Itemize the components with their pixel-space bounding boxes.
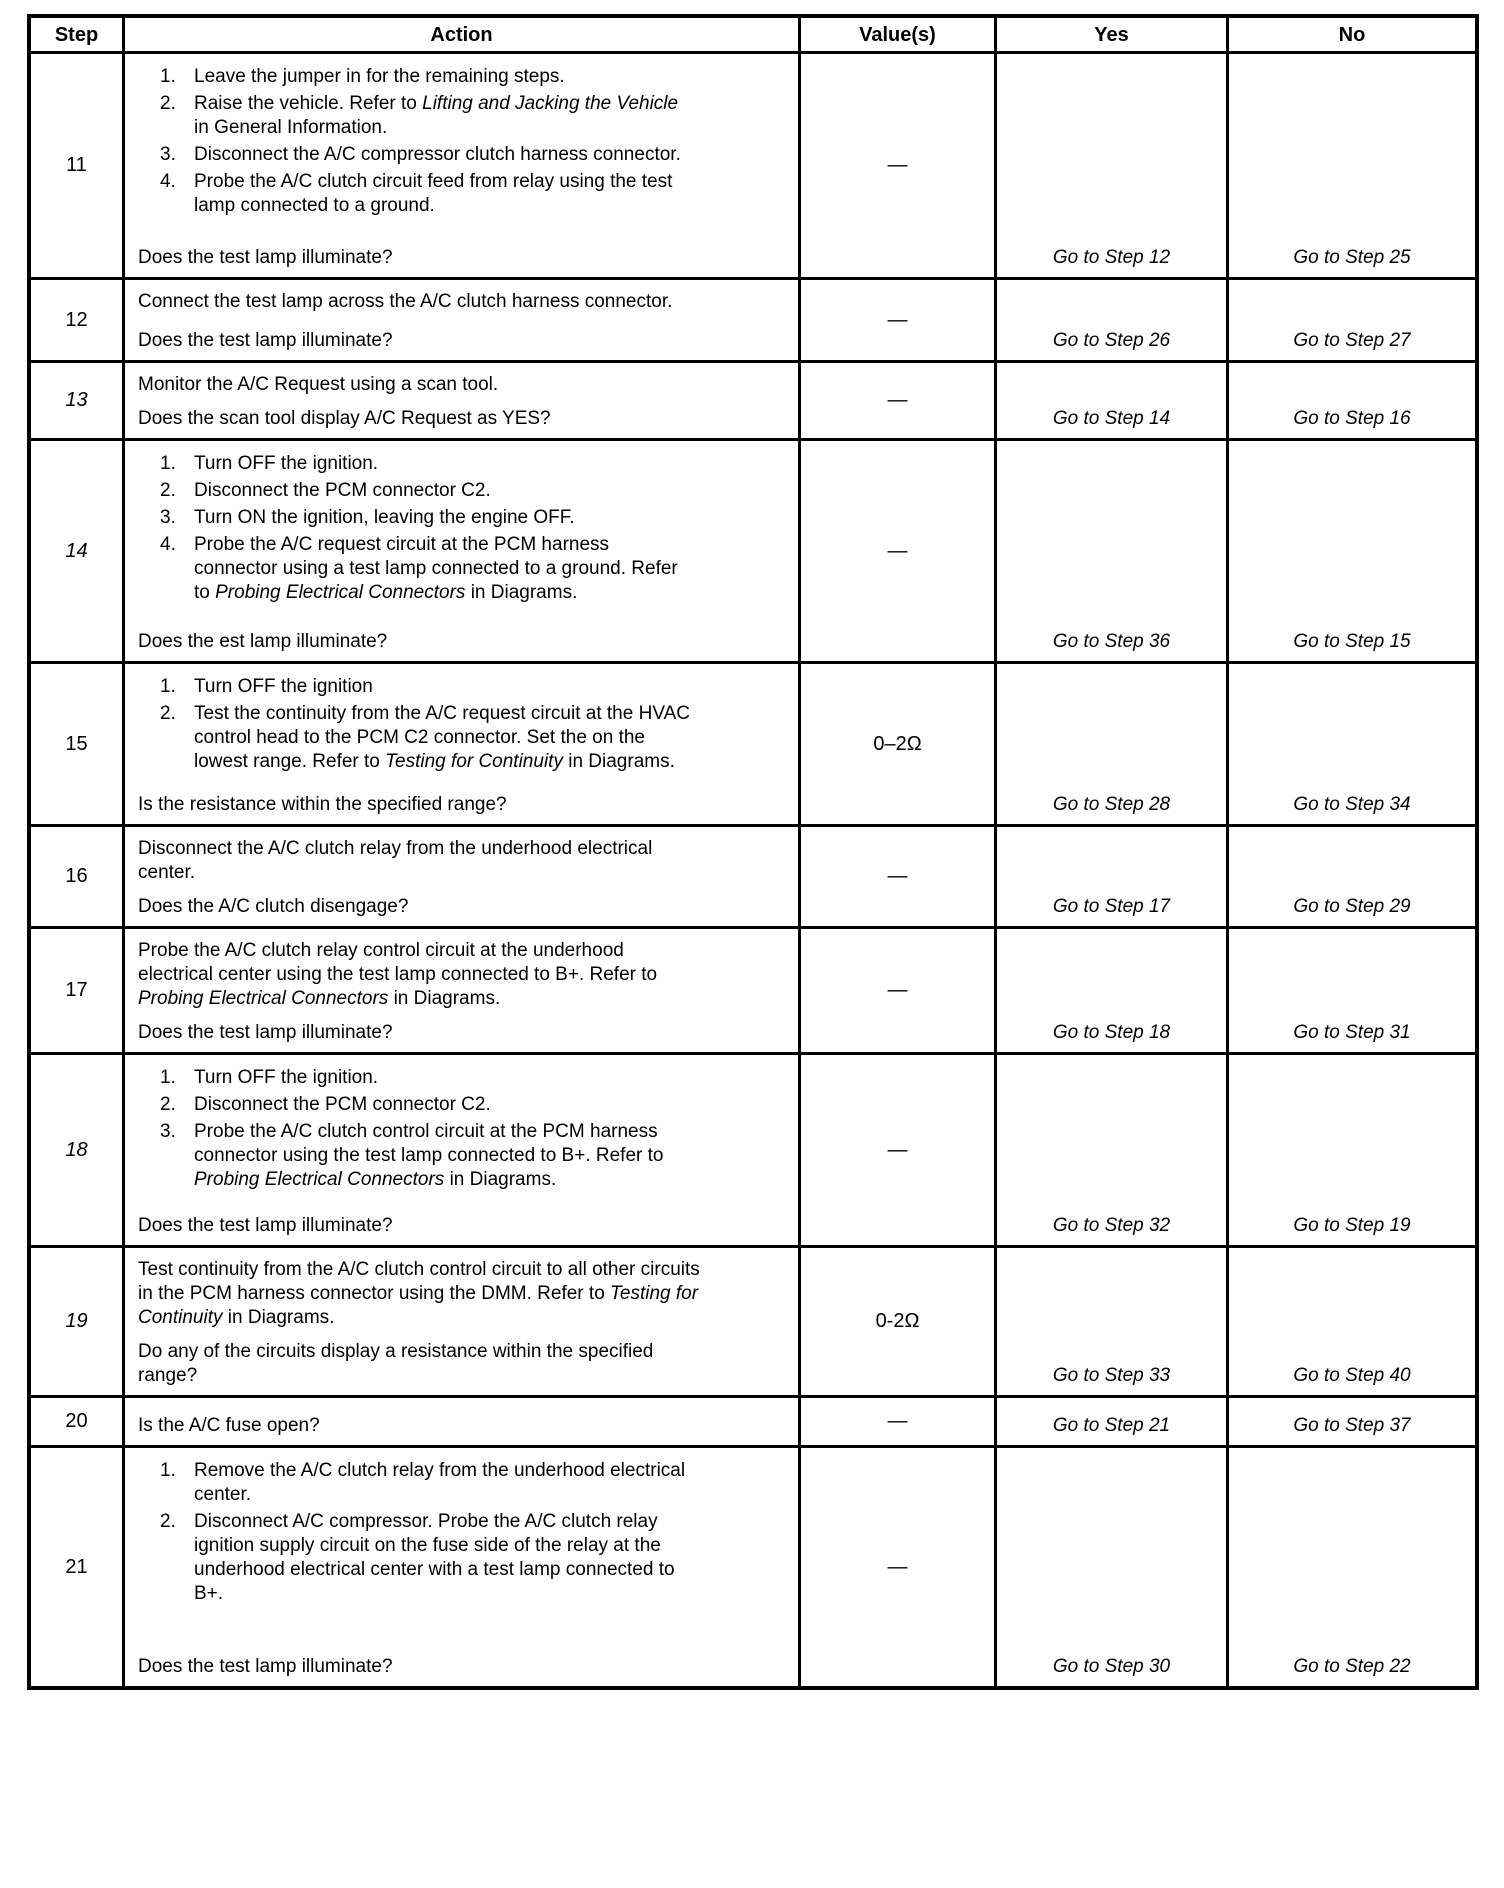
action-item [160, 675, 788, 699]
action-item-text: Disconnect the PCM connector C2. [194, 480, 491, 501]
step-number: 13 [65, 389, 88, 411]
italic-reference: Testing for Continuity [385, 751, 563, 772]
action-body [138, 1063, 788, 1195]
value-cell [801, 827, 997, 926]
yes-goto-text: Go to Step 21 [1052, 1415, 1171, 1436]
action-body [138, 835, 788, 887]
action-body [138, 672, 788, 777]
step-cell [31, 363, 125, 438]
action-item [160, 92, 788, 140]
step-number: 18 [65, 1138, 88, 1161]
table-row [31, 929, 1475, 1055]
action-cell [125, 664, 801, 824]
action-cell [125, 1448, 801, 1686]
action-item [160, 506, 788, 530]
action-item-text: Disconnect A/C compressor. Probe the A/C clutch relay ignition supply circuit on the fuse side of the relay at the underhood electrical center with a test lamp connected to B+. [194, 1511, 675, 1604]
no-goto-text: Go to Step 25 [1293, 247, 1411, 268]
action-cell [125, 827, 801, 926]
step-number: 15 [65, 732, 88, 755]
no-cell [1229, 664, 1475, 824]
action-item-text: Remove the A/C clutch relay from the underhood electrical center. [194, 1460, 686, 1505]
action-question: Does the scan tool display A/C Request as YES? [138, 408, 551, 429]
value-text: — [887, 1555, 908, 1578]
action-item [160, 452, 788, 476]
no-goto-text: Go to Step 22 [1293, 1656, 1411, 1677]
table-row [31, 1398, 1475, 1448]
step-cell [31, 1248, 125, 1395]
action-cell [125, 363, 801, 438]
table-body [31, 54, 1475, 1686]
step-number: 11 [66, 154, 87, 176]
action-item-number: 2. [160, 93, 176, 114]
value-text: — [887, 979, 908, 1001]
no-cell [1229, 1055, 1475, 1245]
value-cell [801, 664, 997, 824]
step-number: 20 [65, 1410, 88, 1432]
action-cell [125, 280, 801, 360]
step-number: 19 [65, 1310, 88, 1332]
action-item-text: Test the continuity from the A/C request circuit at the HVAC control head to the PCM C2 connector. Set the on the lowest range. Refer to Testing for Continuity in Diagrams. [194, 703, 690, 772]
no-cell [1229, 54, 1475, 277]
no-goto-text: Go to Step 15 [1293, 631, 1411, 652]
yes-cell [997, 1248, 1229, 1395]
yes-goto-text: Go to Step 33 [1052, 1365, 1171, 1386]
action-paragraph: Monitor the A/C Request using a scan tool. [138, 374, 499, 395]
italic-reference: Lifting and Jacking the Vehicle [422, 93, 679, 114]
yes-cell [997, 1055, 1229, 1245]
value-text: — [887, 1138, 908, 1161]
header-no: No [1338, 24, 1366, 46]
no-cell [1229, 1248, 1475, 1395]
action-item [160, 143, 788, 167]
action-list [160, 1459, 788, 1606]
step-number: 14 [65, 539, 88, 562]
italic-reference: Testing for Continuity [138, 1283, 699, 1328]
action-body [138, 62, 788, 221]
value-text: 0-2Ω [875, 1310, 920, 1332]
action-item-text: Leave the jumper in for the remaining steps. [194, 66, 565, 87]
action-paragraph: Disconnect the A/C clutch relay from the underhood electrical center. [138, 838, 653, 883]
table-row [31, 1055, 1475, 1248]
step-cell [31, 1448, 125, 1686]
yes-cell [997, 929, 1229, 1052]
no-cell [1229, 929, 1475, 1052]
no-cell [1229, 1398, 1475, 1445]
action-item-text: Probe the A/C request circuit at the PCM harness connector using a test lamp connected to a ground. Refer to Probing Electrical Connectors in Diagrams. [194, 534, 678, 603]
table-row [31, 1248, 1475, 1398]
action-item-number: 4. [160, 534, 176, 555]
yes-goto-text: Go to Step 28 [1052, 794, 1171, 815]
step-number: 17 [65, 979, 88, 1001]
action-question: Does the test lamp illuminate? [138, 1215, 393, 1236]
yes-cell [997, 1398, 1229, 1445]
yes-cell [997, 54, 1229, 277]
header-step: Step [31, 18, 125, 51]
no-goto-text: Go to Step 27 [1293, 330, 1411, 351]
action-item-text: Raise the vehicle. Refer to Lifting and Jacking the Vehicle in General Information. [194, 93, 679, 138]
table-row [31, 441, 1475, 664]
no-goto-text: Go to Step 19 [1293, 1215, 1411, 1236]
action-cell [125, 54, 801, 277]
action-item-number: 3. [160, 507, 176, 528]
action-question: Is the A/C fuse open? [138, 1415, 320, 1436]
yes-cell [997, 827, 1229, 926]
value-cell [801, 54, 997, 277]
table-header-row [31, 18, 1475, 54]
no-goto-text: Go to Step 16 [1293, 408, 1411, 429]
yes-goto-text: Go to Step 32 [1052, 1215, 1171, 1236]
no-cell [1229, 827, 1475, 926]
table-row [31, 54, 1475, 280]
yes-goto-text: Go to Step 12 [1052, 247, 1171, 268]
action-paragraph: Probe the A/C clutch relay control circuit at the underhood electrical center using the test lamp connected to B+. Refer to Probing Electrical Connectors in Diagrams. [138, 940, 658, 1009]
action-item-text: Turn ON the ignition, leaving the engine OFF. [194, 507, 575, 528]
step-number: 16 [65, 865, 88, 887]
action-item [160, 1120, 788, 1192]
step-number: 21 [65, 1555, 88, 1578]
action-item [160, 1066, 788, 1090]
value-text: — [887, 154, 908, 176]
action-body [138, 449, 788, 608]
action-item [160, 65, 788, 89]
action-list [160, 65, 788, 218]
header-yes: Yes [997, 18, 1229, 51]
step-cell [31, 827, 125, 926]
action-item-text: Disconnect the PCM connector C2. [194, 1094, 491, 1115]
table-row [31, 827, 1475, 929]
action-item-number: 4. [160, 171, 176, 192]
step-cell [31, 1398, 125, 1445]
header-action: Action [125, 18, 801, 51]
no-cell [1229, 441, 1475, 661]
action-list [160, 675, 788, 774]
action-item-text: Probe the A/C clutch circuit feed from relay using the test lamp connected to a ground. [194, 171, 673, 216]
step-cell [31, 929, 125, 1052]
value-cell [801, 280, 997, 360]
italic-reference: Probing Electrical Connectors [194, 1169, 445, 1190]
action-item-number: 3. [160, 144, 176, 165]
no-cell [1229, 363, 1475, 438]
table-row [31, 363, 1475, 441]
action-body [138, 371, 788, 399]
action-item-number: 2. [160, 1094, 176, 1115]
action-question: Does the A/C clutch disengage? [138, 896, 409, 917]
value-cell [801, 1448, 997, 1686]
table-row [31, 280, 1475, 363]
yes-goto-text: Go to Step 36 [1052, 631, 1171, 652]
action-cell [125, 1055, 801, 1245]
action-question: Does the est lamp illuminate? [138, 631, 388, 652]
yes-goto-text: Go to Step 30 [1052, 1656, 1171, 1677]
diagnostic-table [27, 14, 1479, 1690]
no-cell [1229, 280, 1475, 360]
step-cell [31, 441, 125, 661]
yes-goto-text: Go to Step 26 [1052, 330, 1171, 351]
no-goto-text: Go to Step 34 [1293, 794, 1411, 815]
table-row [31, 1448, 1475, 1686]
value-cell [801, 929, 997, 1052]
value-cell [801, 363, 997, 438]
action-cell [125, 441, 801, 661]
action-item [160, 1093, 788, 1117]
italic-reference: Probing Electrical Connectors [215, 582, 466, 603]
action-item-text: Disconnect the A/C compressor clutch harness connector. [194, 144, 681, 165]
value-text: 0–2Ω [873, 732, 922, 755]
yes-cell [997, 664, 1229, 824]
step-cell [31, 54, 125, 277]
action-cell [125, 929, 801, 1052]
no-goto-text: Go to Step 40 [1293, 1365, 1411, 1386]
action-body [138, 1256, 788, 1332]
action-body [138, 288, 788, 316]
action-question: Do any of the circuits display a resistance within the specified range? [138, 1341, 654, 1386]
action-item [160, 1510, 788, 1606]
value-text: — [887, 539, 908, 562]
value-text: — [887, 1410, 908, 1432]
step-cell [31, 280, 125, 360]
no-goto-text: Go to Step 29 [1293, 896, 1411, 917]
no-goto-text: Go to Step 31 [1293, 1022, 1411, 1043]
value-cell [801, 1398, 997, 1445]
action-item-number: 2. [160, 480, 176, 501]
step-cell [31, 1055, 125, 1245]
action-item-text: Turn OFF the ignition. [194, 453, 379, 474]
value-cell [801, 1248, 997, 1395]
action-question: Does the test lamp illuminate? [138, 247, 393, 268]
action-item-number: 1. [160, 1460, 176, 1481]
yes-goto-text: Go to Step 18 [1052, 1022, 1171, 1043]
no-goto-text: Go to Step 37 [1293, 1415, 1411, 1436]
italic-reference: Probing Electrical Connectors [138, 988, 389, 1009]
header-values: Value(s) [801, 18, 997, 51]
yes-goto-text: Go to Step 17 [1052, 896, 1171, 917]
action-cell [125, 1398, 801, 1445]
action-item-number: 1. [160, 676, 176, 697]
step-number: 12 [65, 308, 88, 331]
no-cell [1229, 1448, 1475, 1686]
action-item [160, 479, 788, 503]
action-paragraph: Test continuity from the A/C clutch control circuit to all other circuits in the PCM harness connector using the DMM. Refer to Testing for Continuity in Diagrams. [138, 1259, 700, 1328]
action-cell [125, 1248, 801, 1395]
action-question: Does the test lamp illuminate? [138, 1022, 393, 1043]
yes-cell [997, 280, 1229, 360]
table-row [31, 664, 1475, 827]
action-item-number: 2. [160, 1511, 176, 1532]
yes-cell [997, 441, 1229, 661]
value-text: — [887, 865, 908, 887]
action-item [160, 702, 788, 774]
yes-cell [997, 363, 1229, 438]
action-question: Does the test lamp illuminate? [138, 330, 393, 351]
yes-cell [997, 1448, 1229, 1686]
action-paragraph: Connect the test lamp across the A/C clutch harness connector. [138, 291, 673, 312]
action-question: Is the resistance within the specified range? [138, 794, 507, 815]
action-body [138, 1456, 788, 1609]
action-item-text: Turn OFF the ignition [194, 676, 373, 697]
step-cell [31, 664, 125, 824]
action-item-text: Probe the A/C clutch control circuit at the PCM harness connector using the test lamp connected to B+. Refer to Probing Electrical Connectors in Diagrams. [194, 1121, 664, 1190]
action-question: Does the test lamp illuminate? [138, 1656, 393, 1677]
action-list [160, 1066, 788, 1192]
action-item-number: 1. [160, 453, 176, 474]
action-item-number: 1. [160, 1067, 176, 1088]
action-item [160, 170, 788, 218]
action-item-number: 2. [160, 703, 176, 724]
action-item-text: Turn OFF the ignition. [194, 1067, 379, 1088]
yes-goto-text: Go to Step 14 [1052, 408, 1171, 429]
value-text: — [887, 389, 908, 411]
action-item-number: 3. [160, 1121, 176, 1142]
action-item [160, 1459, 788, 1507]
value-cell [801, 1055, 997, 1245]
value-cell [801, 441, 997, 661]
action-body [138, 937, 788, 1013]
action-item-number: 1. [160, 66, 176, 87]
action-list [160, 452, 788, 605]
action-item [160, 533, 788, 605]
value-text: — [887, 308, 908, 331]
